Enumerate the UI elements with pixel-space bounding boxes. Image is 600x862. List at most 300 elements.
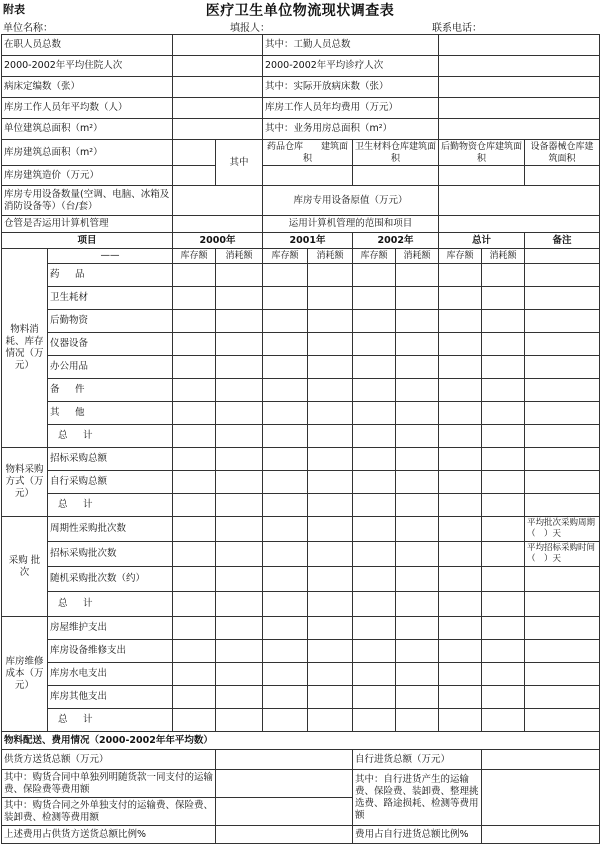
table-row: [2, 379, 600, 402]
info-label: 库房工作人员年均费用（万元）: [263, 98, 439, 119]
data-cell[interactable]: [439, 617, 482, 640]
data-cell[interactable]: [173, 617, 216, 640]
table-row: [2, 542, 600, 567]
data-cell[interactable]: [263, 356, 308, 379]
data-cell[interactable]: [482, 402, 525, 425]
data-cell[interactable]: [308, 379, 353, 402]
data-cell[interactable]: [482, 617, 525, 640]
info-value[interactable]: [353, 166, 439, 186]
delivery-value[interactable]: [482, 750, 600, 770]
info-value[interactable]: [525, 166, 600, 186]
appendix-tag: 附表: [3, 3, 25, 16]
data-cell[interactable]: [439, 686, 482, 709]
data-cell[interactable]: [263, 709, 308, 732]
data-cell[interactable]: [173, 287, 216, 310]
data-cell[interactable]: [482, 567, 525, 592]
data-cell[interactable]: [263, 592, 308, 617]
data-cell[interactable]: [482, 379, 525, 402]
info-row: [2, 35, 600, 56]
data-cell[interactable]: [308, 310, 353, 333]
data-cell[interactable]: [482, 640, 525, 663]
data-cell[interactable]: [263, 448, 308, 471]
delivery-label: 其中：自行进货产生的运输费、保险费、装卸费、整理挑选费、路途损耗、检测等费用额: [353, 770, 482, 826]
data-cell[interactable]: [308, 617, 353, 640]
data-cell[interactable]: [396, 448, 439, 471]
subheader: 消耗额: [482, 249, 525, 264]
table-row: [2, 494, 600, 517]
delivery-value[interactable]: [216, 750, 353, 770]
info-value[interactable]: [439, 166, 525, 186]
info-value[interactable]: [173, 119, 263, 140]
filler-label: 填报人：: [230, 23, 270, 34]
row-label: 周期性采购批次数: [48, 517, 173, 542]
table-row: [2, 617, 600, 640]
data-cell[interactable]: [396, 264, 439, 287]
row-label: 仪器设备: [48, 333, 173, 356]
info-value[interactable]: [173, 56, 263, 77]
info-value[interactable]: [173, 140, 216, 166]
table-row: [2, 640, 600, 663]
row-label: 库房其他支出: [48, 686, 173, 709]
data-cell[interactable]: [396, 471, 439, 494]
remark-cell[interactable]: [525, 709, 600, 732]
delivery-label: 费用占自行进货总额比例%: [353, 826, 482, 844]
data-cell[interactable]: [173, 471, 216, 494]
data-cell[interactable]: [216, 663, 263, 686]
row-label: 总 计: [48, 425, 173, 448]
data-cell[interactable]: [439, 663, 482, 686]
info-row: [2, 216, 600, 233]
data-cell[interactable]: [396, 356, 439, 379]
info-value[interactable]: [439, 216, 600, 233]
data-cell[interactable]: [439, 448, 482, 471]
row-label: 总 计: [48, 494, 173, 517]
data-cell[interactable]: [396, 494, 439, 517]
info-label: 其中：业务用房总面积（m²）: [263, 119, 439, 140]
data-cell[interactable]: [439, 640, 482, 663]
data-cell[interactable]: [439, 567, 482, 592]
info-label: 2000-2002年平均诊疗人次: [263, 56, 439, 77]
data-cell[interactable]: [216, 567, 263, 592]
data-cell[interactable]: [263, 402, 308, 425]
row-label: 卫生耗材: [48, 287, 173, 310]
column-header: 2002年: [353, 233, 439, 249]
data-cell[interactable]: [216, 640, 263, 663]
data-cell[interactable]: [396, 379, 439, 402]
subheader: 库存额: [353, 249, 396, 264]
row-label: 其 他: [48, 402, 173, 425]
table-row: [2, 592, 600, 617]
data-cell[interactable]: [308, 517, 353, 542]
table-row: [2, 287, 600, 310]
table-row: [2, 567, 600, 592]
data-cell[interactable]: [263, 542, 308, 567]
data-cell[interactable]: [396, 517, 439, 542]
section-label: 物料消耗、库存情况（万元）: [2, 249, 48, 448]
data-cell[interactable]: [482, 287, 525, 310]
section-label: 采购 批次: [2, 517, 48, 617]
remark-cell[interactable]: [525, 494, 600, 517]
data-cell[interactable]: [482, 448, 525, 471]
data-cell[interactable]: [482, 264, 525, 287]
delivery-row: [2, 770, 600, 798]
data-cell[interactable]: [173, 709, 216, 732]
info-value[interactable]: [263, 166, 353, 186]
table-row: [2, 264, 600, 287]
info-label: 运用计算机管理的范围和项目: [263, 216, 439, 233]
remark-cell[interactable]: [525, 663, 600, 686]
data-cell[interactable]: [263, 494, 308, 517]
data-cell[interactable]: [353, 471, 396, 494]
data-cell[interactable]: [353, 425, 396, 448]
data-cell[interactable]: [482, 709, 525, 732]
data-cell[interactable]: [216, 471, 263, 494]
data-cell[interactable]: [482, 542, 525, 567]
warehouse-area-row: [2, 140, 600, 166]
data-cell[interactable]: [353, 640, 396, 663]
unit-name-label: 单位名称：: [3, 23, 53, 34]
data-cell[interactable]: [173, 333, 216, 356]
data-cell[interactable]: [439, 264, 482, 287]
data-cell[interactable]: [216, 617, 263, 640]
info-label: 后勤物资仓库建筑面积: [439, 140, 525, 166]
column-header: 项目: [2, 233, 173, 249]
data-cell[interactable]: [173, 356, 216, 379]
info-label: 库房建筑造价（万元）: [2, 166, 173, 186]
delivery-title-row: [2, 732, 600, 750]
data-cell[interactable]: [308, 567, 353, 592]
data-cell[interactable]: [439, 402, 482, 425]
grid-header-row: [2, 233, 600, 249]
remark-cell[interactable]: [525, 425, 600, 448]
data-cell[interactable]: [308, 333, 353, 356]
row-label: 后勤物资: [48, 310, 173, 333]
data-cell[interactable]: [173, 592, 216, 617]
data-cell[interactable]: [263, 333, 308, 356]
data-cell[interactable]: [396, 663, 439, 686]
remark-cell[interactable]: [525, 333, 600, 356]
info-label: 在职人员总数: [2, 35, 173, 56]
remark-cell[interactable]: [525, 448, 600, 471]
info-value[interactable]: [173, 77, 263, 98]
data-cell[interactable]: [439, 471, 482, 494]
data-cell[interactable]: [173, 379, 216, 402]
info-value[interactable]: [439, 98, 600, 119]
data-cell[interactable]: [173, 402, 216, 425]
data-cell[interactable]: [439, 709, 482, 732]
info-label: 设备器械仓库建筑面积: [525, 140, 600, 166]
data-cell[interactable]: [482, 663, 525, 686]
data-cell[interactable]: [308, 425, 353, 448]
data-cell[interactable]: [263, 425, 308, 448]
data-cell[interactable]: [482, 333, 525, 356]
table-row: [2, 356, 600, 379]
data-cell[interactable]: [263, 264, 308, 287]
data-cell[interactable]: [173, 425, 216, 448]
data-cell[interactable]: [173, 542, 216, 567]
info-value[interactable]: [173, 35, 263, 56]
info-row: [2, 56, 600, 77]
data-cell[interactable]: [308, 640, 353, 663]
info-value[interactable]: [439, 56, 600, 77]
info-value[interactable]: [439, 77, 600, 98]
data-cell[interactable]: [216, 379, 263, 402]
delivery-value[interactable]: [216, 770, 353, 798]
data-cell[interactable]: [263, 287, 308, 310]
row-label: 自行采购总额: [48, 471, 173, 494]
data-cell[interactable]: [482, 356, 525, 379]
info-value[interactable]: [439, 35, 600, 56]
data-cell[interactable]: [173, 310, 216, 333]
data-cell[interactable]: [353, 517, 396, 542]
data-cell[interactable]: [216, 287, 263, 310]
table-row: [2, 333, 600, 356]
section-label: 库房维修成本（万元）: [2, 617, 48, 732]
data-cell[interactable]: [216, 448, 263, 471]
section-label: 物料采购方式（万元）: [2, 448, 48, 517]
info-row: [2, 186, 600, 216]
table-row: [2, 517, 600, 542]
row-label: 招标采购批次数: [48, 542, 173, 567]
remark-cell[interactable]: [525, 567, 600, 592]
data-cell[interactable]: [308, 356, 353, 379]
data-cell[interactable]: [308, 709, 353, 732]
remark-cell[interactable]: [525, 264, 600, 287]
delivery-label: 其中：购货合同之外单独支付的运输费、保险费、装卸费、检测等费用额: [2, 798, 216, 826]
info-label: 2000-2002年平均住院人次: [2, 56, 173, 77]
data-cell[interactable]: [308, 592, 353, 617]
delivery-label: 自行进货总额（万元）: [353, 750, 482, 770]
data-cell[interactable]: [216, 542, 263, 567]
data-cell[interactable]: [396, 567, 439, 592]
data-cell[interactable]: [216, 709, 263, 732]
data-cell[interactable]: [353, 333, 396, 356]
data-cell[interactable]: [353, 379, 396, 402]
remark-cell[interactable]: [525, 310, 600, 333]
data-cell[interactable]: [439, 494, 482, 517]
delivery-value[interactable]: [482, 826, 600, 844]
data-cell[interactable]: [173, 517, 216, 542]
data-cell[interactable]: [173, 663, 216, 686]
info-value[interactable]: [173, 186, 263, 216]
data-cell[interactable]: [439, 517, 482, 542]
data-cell[interactable]: [216, 494, 263, 517]
column-header: 备注: [525, 233, 600, 249]
data-cell[interactable]: [353, 686, 396, 709]
data-cell[interactable]: [308, 287, 353, 310]
info-row: [2, 77, 600, 98]
info-row: [2, 98, 600, 119]
data-cell[interactable]: [482, 494, 525, 517]
remark-cell[interactable]: [525, 379, 600, 402]
remark-cell[interactable]: [525, 592, 600, 617]
data-cell[interactable]: [482, 425, 525, 448]
data-cell[interactable]: [308, 264, 353, 287]
remark-note: 平均招标采购时间（ ）天: [525, 542, 600, 567]
data-cell[interactable]: [396, 425, 439, 448]
data-cell[interactable]: [439, 379, 482, 402]
data-cell[interactable]: [396, 287, 439, 310]
info-value[interactable]: [439, 119, 600, 140]
data-cell[interactable]: [216, 517, 263, 542]
data-cell[interactable]: [353, 356, 396, 379]
data-cell[interactable]: [353, 310, 396, 333]
info-label: 其中: [216, 140, 263, 186]
data-cell[interactable]: [353, 567, 396, 592]
data-cell[interactable]: [396, 709, 439, 732]
data-cell[interactable]: [353, 542, 396, 567]
delivery-row: [2, 826, 600, 844]
data-cell[interactable]: [173, 264, 216, 287]
grid-subheader-row: [2, 249, 600, 264]
column-header: 总计: [439, 233, 525, 249]
data-cell[interactable]: [353, 709, 396, 732]
data-cell[interactable]: [439, 542, 482, 567]
data-cell[interactable]: [439, 425, 482, 448]
subheader: 消耗额: [396, 249, 439, 264]
table-row: [2, 402, 600, 425]
row-label: 总 计: [48, 709, 173, 732]
data-cell[interactable]: [308, 402, 353, 425]
data-cell[interactable]: [216, 356, 263, 379]
info-value[interactable]: [439, 186, 600, 216]
row-label: 库房设备维修支出: [48, 640, 173, 663]
data-cell[interactable]: [396, 310, 439, 333]
info-label: 库房专用设备数量(空调、电脑、冰箱及消防设备等）（台/套）: [2, 186, 173, 216]
data-cell[interactable]: [353, 617, 396, 640]
data-cell[interactable]: [396, 640, 439, 663]
remark-note: 平均批次采购周期（ ）天: [525, 517, 600, 542]
data-cell[interactable]: [353, 287, 396, 310]
data-cell[interactable]: [173, 686, 216, 709]
row-label: 库房水电支出: [48, 663, 173, 686]
data-cell[interactable]: [439, 356, 482, 379]
form-title: 医疗卫生单位物流现状调查表: [205, 3, 395, 19]
info-label: 库房建筑总面积（m²）: [2, 140, 173, 166]
table-row: [2, 425, 600, 448]
data-cell[interactable]: [353, 494, 396, 517]
data-cell[interactable]: [263, 663, 308, 686]
data-cell[interactable]: [396, 402, 439, 425]
remark-cell[interactable]: [525, 402, 600, 425]
remark-cell[interactable]: [525, 356, 600, 379]
data-cell[interactable]: [482, 471, 525, 494]
remark-cell[interactable]: [525, 287, 600, 310]
data-cell[interactable]: [263, 567, 308, 592]
delivery-value[interactable]: [216, 826, 353, 844]
survey-table: [1, 34, 600, 844]
info-value[interactable]: [173, 166, 216, 186]
remark-cell[interactable]: [525, 617, 600, 640]
data-cell[interactable]: [482, 686, 525, 709]
data-cell[interactable]: [308, 494, 353, 517]
delivery-label: 供货方送货总额（万元）: [2, 750, 216, 770]
row-label: 药 品: [48, 264, 173, 287]
data-cell[interactable]: [263, 640, 308, 663]
data-cell[interactable]: [263, 517, 308, 542]
data-cell[interactable]: [308, 542, 353, 567]
data-cell[interactable]: [173, 494, 216, 517]
data-cell[interactable]: [308, 663, 353, 686]
delivery-label: 其中：购货合同中单独列明随货款一同支付的运输费、保险费等费用额: [2, 770, 216, 798]
data-cell[interactable]: [263, 471, 308, 494]
data-cell[interactable]: [308, 471, 353, 494]
subheader: 消耗额: [308, 249, 353, 264]
phone-label: 联系电话：: [432, 23, 482, 34]
remark-cell[interactable]: [525, 640, 600, 663]
remark-cell[interactable]: [525, 471, 600, 494]
data-cell[interactable]: [353, 592, 396, 617]
delivery-row: [2, 750, 600, 770]
delivery-title: 物料配送、费用情况（2000-2002年年平均数）: [2, 732, 600, 750]
row-label: 招标采购总额: [48, 448, 173, 471]
data-cell[interactable]: [353, 264, 396, 287]
info-label: 药品仓库 建筑面积: [263, 140, 353, 166]
data-cell[interactable]: [263, 379, 308, 402]
data-cell[interactable]: [353, 448, 396, 471]
data-cell[interactable]: [439, 310, 482, 333]
data-cell[interactable]: [216, 592, 263, 617]
data-cell[interactable]: [439, 592, 482, 617]
info-value[interactable]: [173, 98, 263, 119]
info-label: 库房工作人员年平均数（人）: [2, 98, 173, 119]
row-label: 总 计: [48, 592, 173, 617]
table-row: [2, 709, 600, 732]
column-header: 2000年: [173, 233, 263, 249]
delivery-value[interactable]: [482, 770, 600, 826]
data-cell[interactable]: [263, 310, 308, 333]
data-cell[interactable]: [216, 264, 263, 287]
row-label: 随机采购批次数（约）: [48, 567, 173, 592]
subheader: 库存额: [173, 249, 216, 264]
data-cell[interactable]: [216, 333, 263, 356]
row-label: 房屋维护支出: [48, 617, 173, 640]
data-cell[interactable]: [263, 617, 308, 640]
delivery-value[interactable]: [216, 798, 353, 826]
data-cell[interactable]: [216, 310, 263, 333]
info-label: 卫生材料仓库建筑面积: [353, 140, 439, 166]
subheader: 库存额: [263, 249, 308, 264]
table-row: [2, 686, 600, 709]
data-cell[interactable]: [396, 333, 439, 356]
dash-cell: ——: [48, 249, 173, 264]
data-cell[interactable]: [396, 542, 439, 567]
data-cell[interactable]: [263, 686, 308, 709]
data-cell[interactable]: [173, 640, 216, 663]
data-cell[interactable]: [216, 402, 263, 425]
data-cell[interactable]: [439, 333, 482, 356]
data-cell[interactable]: [482, 592, 525, 617]
data-cell[interactable]: [173, 567, 216, 592]
data-cell[interactable]: [482, 517, 525, 542]
data-cell[interactable]: [353, 402, 396, 425]
data-cell[interactable]: [308, 686, 353, 709]
data-cell[interactable]: [308, 448, 353, 471]
data-cell[interactable]: [439, 287, 482, 310]
data-cell[interactable]: [216, 686, 263, 709]
remark-cell[interactable]: [525, 249, 600, 264]
data-cell[interactable]: [353, 663, 396, 686]
data-cell[interactable]: [396, 617, 439, 640]
remark-cell[interactable]: [525, 686, 600, 709]
data-cell[interactable]: [396, 592, 439, 617]
data-cell[interactable]: [216, 425, 263, 448]
data-cell[interactable]: [173, 448, 216, 471]
info-value[interactable]: [173, 216, 263, 233]
data-cell[interactable]: [396, 686, 439, 709]
info-label: 单位建筑总面积（m²）: [2, 119, 173, 140]
data-cell[interactable]: [482, 310, 525, 333]
